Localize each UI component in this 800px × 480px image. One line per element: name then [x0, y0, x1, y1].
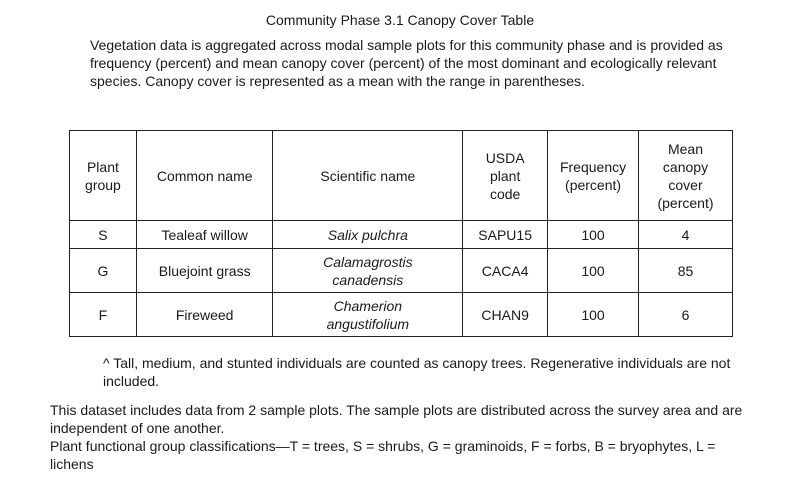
table-footnote: ^ Tall, medium, and stunted individuals are counted as canopy trees. Regenerative individuals are not included.: [103, 355, 731, 389]
cell-usda-code: SAPU15: [463, 221, 548, 249]
header-plant-group: Plant group: [70, 131, 137, 221]
cell-plant-group: F: [70, 293, 137, 337]
cell-frequency: 100: [548, 249, 639, 293]
cell-scientific-name: Chamerion angustifolium: [273, 293, 463, 337]
cell-common-name: Bluejoint grass: [136, 249, 273, 293]
dataset-note: [33, 401, 753, 437]
cell-mean-cover: 4: [639, 221, 733, 249]
cell-frequency: 100: [548, 293, 639, 337]
cell-frequency: 100: [548, 221, 639, 249]
cell-scientific-name: Salix pulchra: [273, 221, 463, 249]
canopy-cover-table: [69, 130, 733, 337]
table-row: [70, 293, 733, 337]
header-mean-cover: Mean canopy cover (percent): [639, 131, 733, 221]
dataset-note-text: This dataset includes data from 2 sample plots. The sample plots are distributed across the survey area and are independent of one another.: [50, 402, 743, 436]
page-title: Community Phase 3.1 Canopy Cover Table: [265, 12, 535, 28]
table-header-row: [70, 131, 733, 221]
cell-usda-code: CHAN9: [463, 293, 548, 337]
cell-mean-cover: 6: [639, 293, 733, 337]
cell-mean-cover: 85: [639, 249, 733, 293]
classification-note-text: Plant functional group classifications—T = trees, S = shrubs, G = graminoids, F = forbs, B = bryophytes, L = lichens: [50, 438, 716, 472]
cell-usda-code: CACA4: [463, 249, 548, 293]
table-row: [70, 221, 733, 249]
header-scientific-name: Scientific name: [273, 131, 463, 221]
cell-common-name: Tealeaf willow: [136, 221, 273, 249]
cell-plant-group: S: [70, 221, 137, 249]
cell-scientific-name: Calamagrostis canadensis: [273, 249, 463, 293]
table-row: [70, 249, 733, 293]
cell-common-name: Fireweed: [136, 293, 273, 337]
intro-paragraph: Vegetation data is aggregated across modal sample plots for this community phase and is provided as frequency (percent) and mean canopy cover (percent) of the most dominant and ecologically relevant species. Canopy cover is represented as a mean with the range in parentheses.: [90, 37, 723, 89]
header-frequency: Frequency (percent): [548, 131, 639, 221]
cell-plant-group: G: [70, 249, 137, 293]
header-common-name: Common name: [136, 131, 273, 221]
classification-note: [33, 437, 753, 473]
header-usda-code: USDA plant code: [463, 131, 548, 221]
